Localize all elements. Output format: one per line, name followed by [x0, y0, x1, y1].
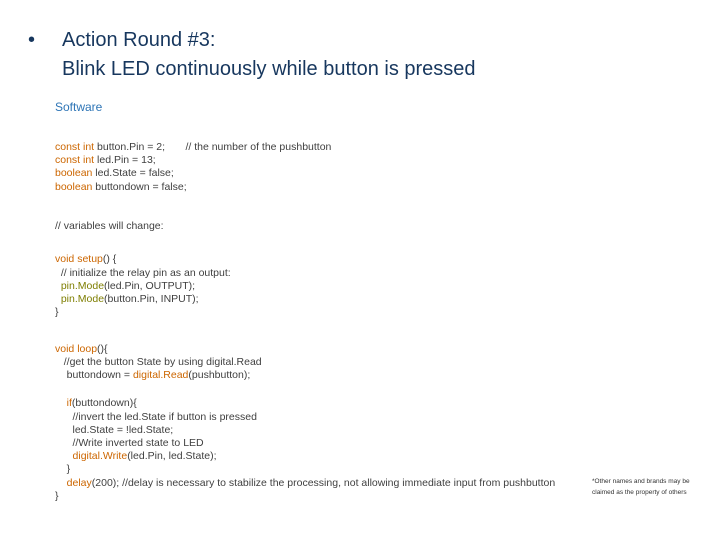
code-function: pin.Mode — [60, 279, 105, 292]
code-text: buttondown = false; — [92, 180, 187, 193]
code-text — [55, 477, 67, 489]
code-line — [55, 154, 555, 167]
code-keyword: boolean — [55, 167, 93, 180]
title-line-1: Action Round #3: — [62, 29, 216, 51]
footnote-line-1: *Other names and brands may be — [592, 478, 690, 485]
code-keyword: const int — [55, 141, 95, 153]
code-comment: //get the button State by using digital.Read — [55, 355, 262, 368]
code-line — [55, 411, 555, 424]
code-keyword: boolean — [55, 180, 93, 193]
code-line — [55, 306, 555, 319]
code-function: delay — [66, 476, 92, 489]
code-text: (led.Pin, OUTPUT); — [104, 279, 196, 292]
code-line — [55, 369, 555, 382]
code-line — [55, 463, 555, 476]
code-line — [55, 141, 555, 154]
footnote-line-2: claimed as the property of others — [592, 489, 687, 496]
code-comment: //invert the led.State if button is pressed — [55, 410, 257, 423]
code-text: led.State = !led.State; — [55, 423, 174, 436]
code-text: } — [55, 489, 59, 502]
code-line-blank — [55, 194, 555, 207]
code-line — [55, 253, 555, 266]
code-text: (button.Pin, INPUT); — [104, 292, 199, 305]
code-text: } — [55, 306, 59, 319]
code-line — [55, 220, 555, 233]
code-line — [55, 343, 555, 356]
code-line-blank — [55, 319, 555, 332]
code-line — [55, 280, 555, 293]
code-line — [55, 477, 555, 490]
code-line — [55, 424, 555, 437]
code-line-blank — [55, 382, 555, 395]
code-comment: //Write inverted state to LED — [55, 436, 204, 449]
code-text: button.Pin = 2; // the number of the pushbutton — [94, 141, 332, 153]
code-text: (led.Pin, led.State); — [127, 450, 217, 463]
title-bullet: • — [28, 29, 36, 51]
code-keyword: void — [55, 342, 78, 355]
code-function: digital.Write — [72, 450, 128, 463]
code-text: (pushbutton); — [188, 369, 251, 381]
title-line-2: Blink LED continuously while button is pressed — [62, 58, 476, 80]
code-text: buttondown = — [55, 369, 133, 381]
code-function: digital.Read — [132, 369, 189, 381]
code-keyword: const int — [55, 154, 95, 167]
code-text — [55, 397, 67, 409]
code-text: } — [55, 463, 71, 476]
code-line — [55, 167, 555, 180]
code-line — [55, 356, 555, 369]
code-line — [55, 490, 555, 503]
code-line — [55, 397, 555, 410]
code-text: () { — [102, 253, 117, 266]
code-keyword: void — [55, 253, 78, 266]
code-function: loop — [77, 342, 98, 355]
code-text: (buttondown){ — [71, 397, 137, 410]
code-text: led.Pin = 13; — [94, 154, 156, 167]
code-comment: // initialize the relay pin as an output: — [55, 266, 231, 279]
code-function: setup — [77, 253, 103, 266]
trademark-footnote — [592, 476, 714, 498]
code-text: (200); //delay is necessary to stabilize the processing, not allowing immediate input from pushbutton — [91, 476, 556, 489]
code-text: (){ — [97, 342, 108, 355]
section-subtitle: Software — [55, 100, 103, 114]
code-block — [55, 141, 555, 503]
code-line-blank — [55, 233, 555, 246]
code-line — [55, 450, 555, 463]
code-line — [55, 267, 555, 280]
code-text: led.State = false; — [92, 167, 174, 180]
code-text — [55, 450, 73, 462]
code-comment: // variables will change: — [55, 219, 164, 232]
code-line — [55, 181, 555, 194]
code-line — [55, 437, 555, 450]
code-line — [55, 293, 555, 306]
code-function: pin.Mode — [60, 292, 105, 305]
code-keyword: if — [66, 397, 72, 410]
